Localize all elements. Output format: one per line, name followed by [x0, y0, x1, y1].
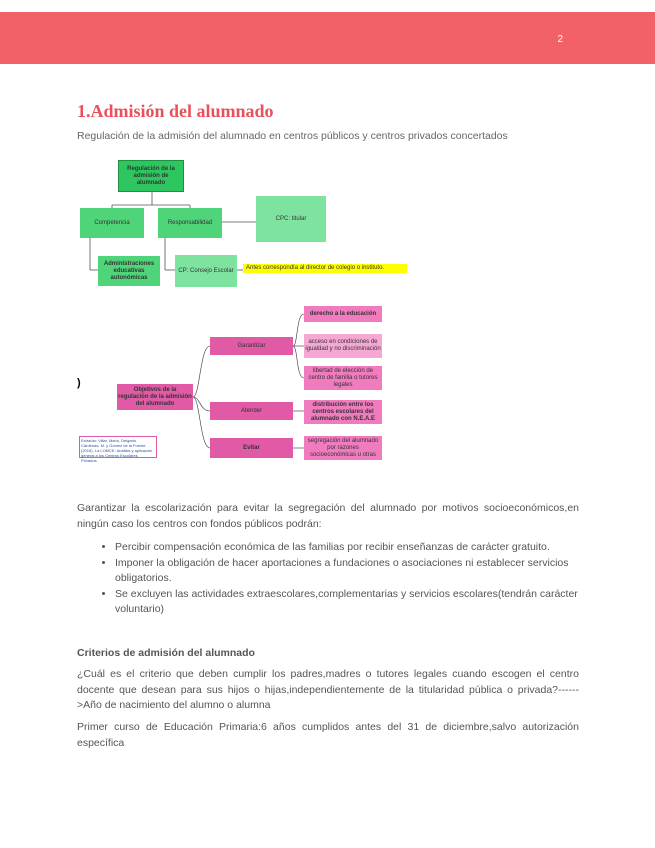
- paragraph-intro: Garantizar la escolarización para evitar la segregación del alumnado por motivos socioeconómicos,en ningún caso los centros con fondos públicos podrán:: [77, 502, 579, 530]
- diagram2-garantizar: Garantizar: [210, 337, 293, 355]
- diagram2-segregacion: segregación del alumnado por razones socioeconómicas u otras: [304, 436, 382, 460]
- diagram1-admin: Administraciones educativas autonómicas: [98, 256, 160, 286]
- diagram1-cp-consejo: CP: Consejo Escolar: [175, 255, 237, 287]
- bullet-item: • Imponer la obligación de hacer aportaciones a fundaciones o asociaciones ni establecer servicios obligatorios.: [115, 556, 617, 587]
- diagram1-competencia: Competencia: [80, 208, 144, 238]
- subheading-criterios: Criterios de admisión del alumnado: [77, 647, 255, 659]
- section-subtitle: Regulación de la admisión del alumnado en centros públicos y centros privados concertados: [77, 130, 508, 142]
- diagram2-citation: Extraído: Villar, Mario, Delgado Cárdenas, M. y Gómez de la Fuente (2016). La LOMCE: Análisis y aplicación general a los Centros Escolares Privados.: [79, 436, 157, 458]
- diagram2-marker: ): [77, 377, 81, 389]
- diagram2-root: Objetivos de la regulación de la admisión del alumnado: [117, 384, 193, 410]
- diagram1-cpc-titular: CPC: titular: [256, 196, 326, 242]
- paragraph-primaria: Primer curso de Educación Primaria:6 años cumplidos antes del 31 de diciembre,salvo autorización específica: [77, 721, 579, 749]
- page-number: 2: [557, 34, 563, 45]
- diagram2-derecho: derecho a la educación: [304, 306, 382, 322]
- bullet-item: • Se excluyen las actividades extraescolares,complementarias y servicios escolares(tendrán carácter voluntario): [115, 587, 617, 618]
- diagram2-evitar: Evitar: [210, 438, 293, 458]
- diagram1-note: Antes correspondía al director de colegio o instituto.: [243, 264, 407, 273]
- diagram1-responsabilidad: Responsabilidad: [158, 208, 222, 238]
- diagram2-acceso: acceso en condiciones de igualdad y no discriminación: [304, 334, 382, 358]
- paragraph-criterio: ¿Cuál es el criterio que deben cumplir los padres,madres o tutores legales cuando escogen el centro docente que desean para sus hijos o hijas,independientemente de la titularidad pública o privada?------>Año de nacimiento del alumno o alumna: [77, 668, 579, 711]
- diagram2-atender: Atender: [210, 402, 293, 420]
- diagram2-distribucion: distribución entre los centros escolares del alumnado con N.E.A.E: [304, 400, 382, 424]
- section-title: 1.Admisión del alumnado: [77, 101, 274, 121]
- diagram1-root: Regulación de la admisión de alumnado: [118, 160, 184, 192]
- bullet-list: [77, 540, 617, 618]
- bullet-item: • Percibir compensación económica de las familias por recibir enseñanzas de carácter gratuito.: [115, 540, 617, 556]
- diagram2-libertad: libertad de elección de centro de familia o tutores legales: [304, 366, 382, 390]
- header-bar: [0, 12, 655, 64]
